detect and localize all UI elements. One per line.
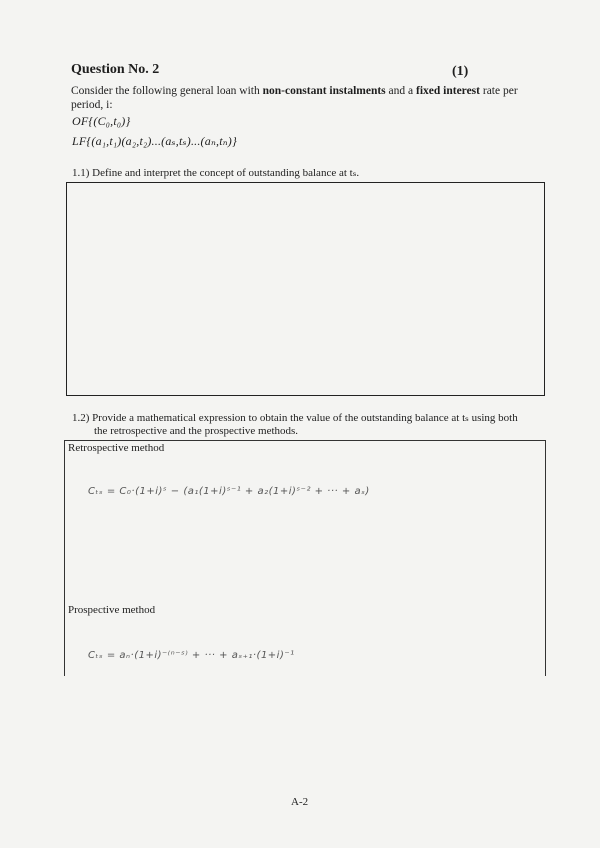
liquidation-flow-formula: LF{(a₁,t₁)(a₂,t₂)...(aₛ,tₛ)...(aₙ,tₙ)} <box>72 134 238 148</box>
answer-box-1-2-top <box>64 440 546 441</box>
intro-bold-2: fixed interest <box>416 85 480 97</box>
subquestion-1-2-line1: 1.2) Provide a mathematical expression to obtain the value of the outstanding balance at tₛ using both <box>72 412 518 424</box>
intro-text-1: Consider the following general loan with <box>71 85 263 97</box>
prospective-handwritten-answer: Cₜₛ = aₙ·(1+i)⁻⁽ⁿ⁻ˢ⁾ + ··· + aₛ₊₁·(1+i)⁻¹ <box>88 650 295 661</box>
question-intro <box>71 84 549 112</box>
subquestion-1-2-line2: the retrospective and the prospective methods. <box>94 425 299 437</box>
retrospective-handwritten-answer: Cₜₛ = C₀·(1+i)ˢ − (a₁(1+i)ˢ⁻¹ + a₂(1+i)ˢ⁻² + ··· + aₛ) <box>88 486 370 497</box>
question-title: Question No. 2 <box>71 62 160 77</box>
intro-text-2: and a <box>385 85 416 97</box>
intro-text-3: rate per period, i: <box>71 85 518 111</box>
prospective-label: Prospective method <box>68 604 156 616</box>
intro-bold-1: non-constant instalments <box>262 85 386 97</box>
answer-box-1-2-left <box>64 440 65 676</box>
retrospective-label: Retrospective method <box>68 442 165 454</box>
subquestion-1-2 <box>72 412 560 438</box>
subquestion-1-1: 1.1) Define and interpret the concept of outstanding balance at tₛ. <box>72 167 360 179</box>
answer-box-1-2-right <box>545 440 546 676</box>
origination-flow-formula: OF{(C₀,t₀)} <box>72 114 131 128</box>
question-marks: (1) <box>452 64 469 79</box>
page-number: A-2 <box>291 796 309 808</box>
answer-box-1-1[interactable] <box>66 182 545 396</box>
